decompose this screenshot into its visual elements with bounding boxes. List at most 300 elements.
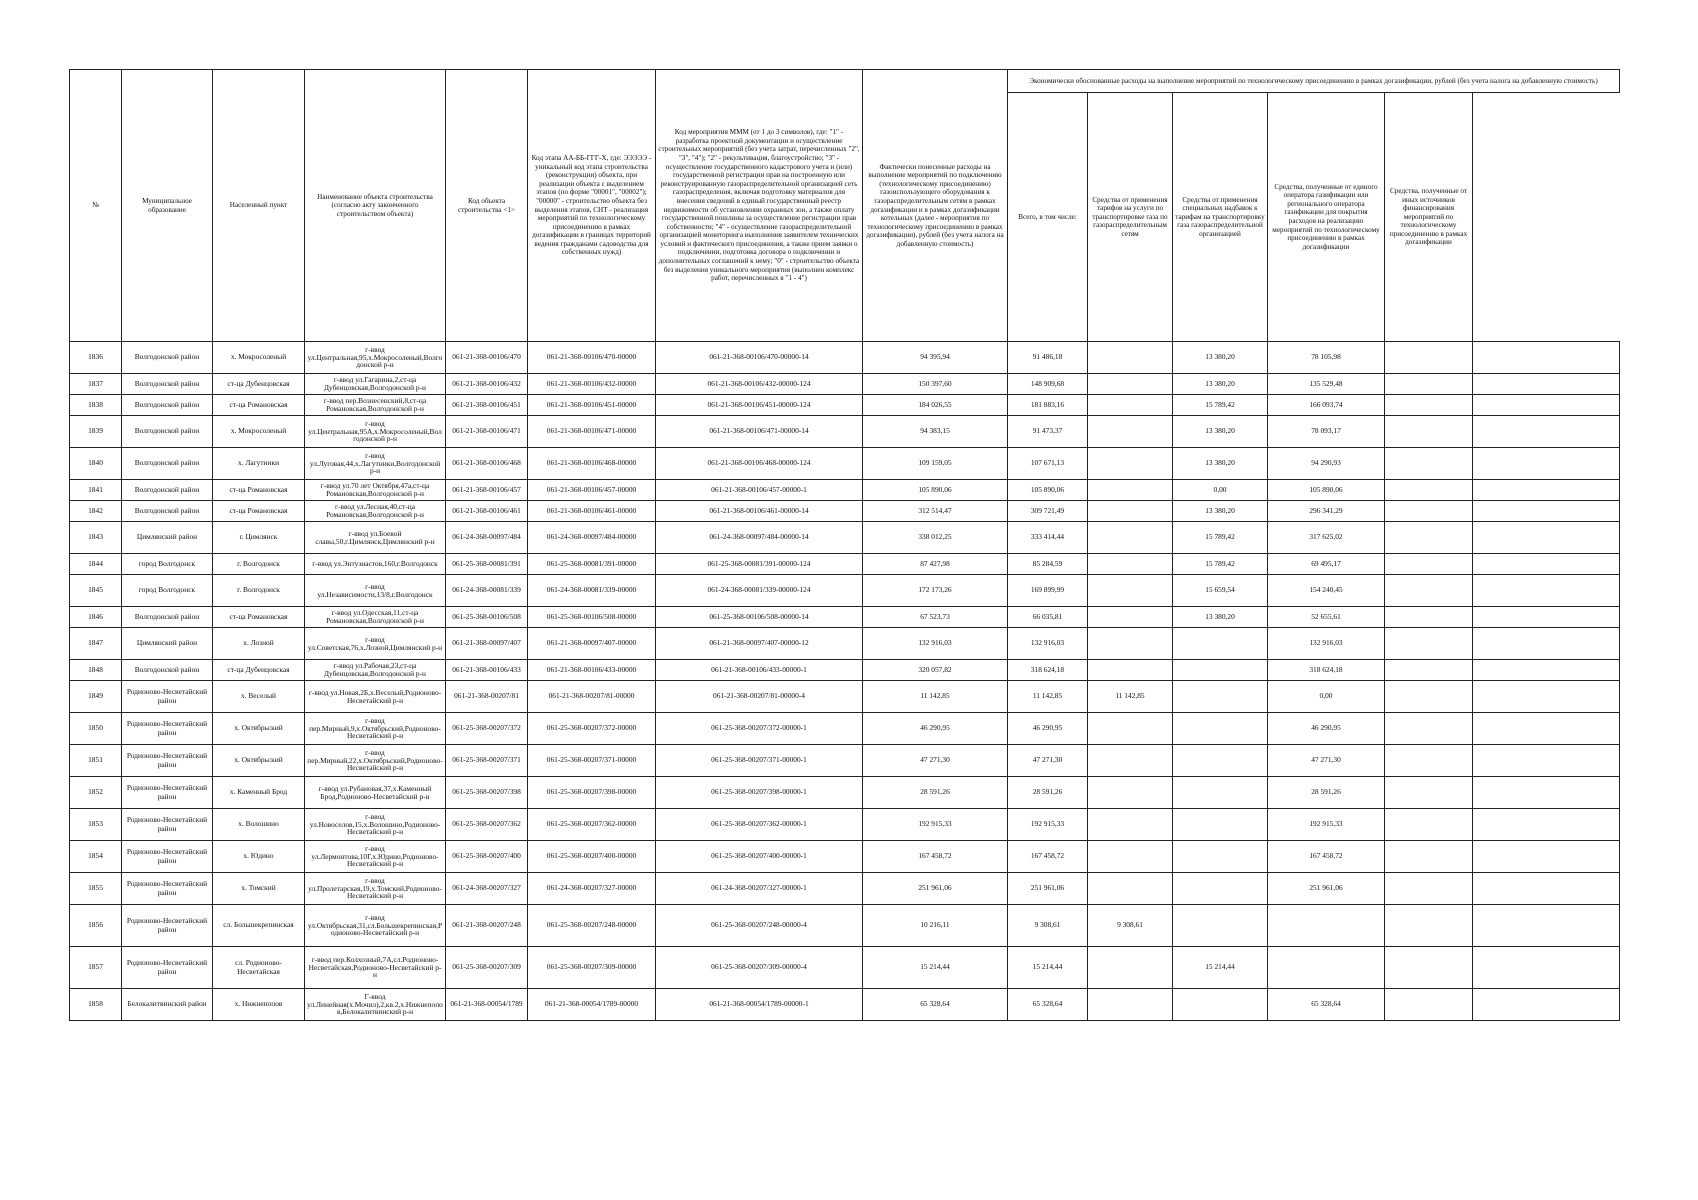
empty-cell [1473,989,1620,1021]
event-code-cell: 061-21-368-00106/451-00000-124 [656,395,863,416]
municipality-cell: город Волгодонск [122,554,213,575]
other-funds-cell [1385,342,1473,374]
table-row [70,342,1620,374]
object-code-cell: 061-25-368-00081/391 [446,554,528,575]
operator-funds-cell: 28 591,26 [1268,777,1385,809]
operator-funds-cell: 135 529,48 [1268,374,1385,395]
table-row [70,989,1620,1021]
total-cell: 309 721,49 [1008,501,1088,522]
row-num: 1854 [70,841,122,873]
tariff-funds-cell [1088,841,1173,873]
table-row [70,841,1620,873]
object-name-cell: г-ввод ул.Центральная,95А,х.Мокросоленый,Волгодонской р-н [305,416,446,448]
surcharge-funds-cell: 13 380,20 [1173,448,1268,480]
operator-funds-cell: 78 105,98 [1268,342,1385,374]
stage-code-cell: 061-21-368-00106/461-00000 [528,501,656,522]
object-code-cell: 061-21-368-00106/457 [446,480,528,501]
total-cell: 132 916,03 [1008,628,1088,660]
empty-cell [1473,713,1620,745]
settlement-cell: ст-ца Дубенцовская [213,374,305,395]
stage-code-cell: 061-25-368-00207/371-00000 [528,745,656,777]
object-name-cell: г-ввод ул.Рабочая,23,ст-ца Дубенцовская,Волгодонской р-н [305,660,446,681]
total-cell: 167 458,72 [1008,841,1088,873]
settlement-cell: ст-ца Романовская [213,395,305,416]
tariff-funds-cell [1088,809,1173,841]
stage-code-cell: 061-25-368-00106/508-00000 [528,607,656,628]
header-num: № [70,70,122,342]
surcharge-funds-cell: 15 789,42 [1173,395,1268,416]
settlement-cell: г. Цимлянск [213,522,305,554]
event-code-cell: 061-25-368-00106/508-00000-14 [656,607,863,628]
row-num: 1856 [70,905,122,947]
table-row [70,480,1620,501]
municipality-cell: Волгодонской район [122,416,213,448]
tariff-funds-cell [1088,448,1173,480]
row-num: 1841 [70,480,122,501]
tariff-funds-cell [1088,607,1173,628]
row-num: 1836 [70,342,122,374]
object-code-cell: 061-21-368-00097/407 [446,628,528,660]
event-code-cell: 061-21-368-00106/433-00000-1 [656,660,863,681]
surcharge-funds-cell: 15 789,42 [1173,522,1268,554]
operator-funds-cell: 132 916,03 [1268,628,1385,660]
row-num: 1842 [70,501,122,522]
municipality-cell: Родионово-Несветайский район [122,905,213,947]
table-row [70,809,1620,841]
municipality-cell: Родионово-Несветайский район [122,777,213,809]
total-cell: 47 271,30 [1008,745,1088,777]
surcharge-funds-cell [1173,905,1268,947]
stage-code-cell: 061-21-368-00054/1789-00000 [528,989,656,1021]
header-group-economic-costs: Экономически обоснованные расходы на выполнение мероприятий по технологическому присоединению в рамках догазификации, рублей (без учета налога на добавленную стоимость) [1008,70,1620,93]
total-cell: 11 142,85 [1008,681,1088,713]
actual-costs-cell: 312 514,47 [863,501,1008,522]
event-code-cell: 061-25-368-00207/248-00000-4 [656,905,863,947]
event-code-cell: 061-21-368-00106/432-00000-124 [656,374,863,395]
operator-funds-cell: 47 271,30 [1268,745,1385,777]
event-code-cell: 061-21-368-00097/407-00000-12 [656,628,863,660]
object-code-cell: 061-25-368-00207/362 [446,809,528,841]
municipality-cell: Родионово-Несветайский район [122,947,213,989]
tariff-funds-cell [1088,745,1173,777]
empty-cell [1473,607,1620,628]
settlement-cell: х. Томский [213,873,305,905]
row-num: 1857 [70,947,122,989]
header-operator-funds: Средства, полученные от единого оператора газификации или регионального оператора газификации для покрытия расходов на реализацию мероприятий по технологическому присоединению в рамках догазификации [1268,93,1385,342]
total-cell: 318 624,18 [1008,660,1088,681]
other-funds-cell [1385,745,1473,777]
total-cell: 192 915,33 [1008,809,1088,841]
surcharge-funds-cell [1173,841,1268,873]
object-code-cell: 061-25-368-00106/508 [446,607,528,628]
total-cell: 169 899,99 [1008,575,1088,607]
event-code-cell: 061-25-368-00207/400-00000-1 [656,841,863,873]
other-funds-cell [1385,841,1473,873]
municipality-cell: Родионово-Несветайский район [122,681,213,713]
empty-cell [1473,660,1620,681]
row-num: 1840 [70,448,122,480]
object-name-cell: Г-ввод ул.Линейная(х.Мочил),2,кв.2,х.Нижнепопов,Белокалитвинский р-н [305,989,446,1021]
empty-cell [1473,841,1620,873]
object-name-cell: г-ввод ул.Пролетарская,19,х.Томский,Родионово-Несветайский р-н [305,873,446,905]
object-name-cell: г-ввод ул.Новоселов,15,х.Волошино,Родионово-Несветайский р-н [305,809,446,841]
table-row [70,575,1620,607]
row-num: 1843 [70,522,122,554]
row-num: 1852 [70,777,122,809]
other-funds-cell [1385,628,1473,660]
empty-cell [1473,873,1620,905]
stage-code-cell: 061-25-368-00207/309-00000 [528,947,656,989]
object-code-cell: 061-21-368-00106/471 [446,416,528,448]
object-name-cell: г-ввод ул.Лермонтова,10Г,х.Юдино,Родионово-Несветайский р-н [305,841,446,873]
object-code-cell: 061-21-368-00207/248 [446,905,528,947]
actual-costs-cell: 251 961,06 [863,873,1008,905]
object-name-cell: г-ввод пер.Вознесенский,8,ст-ца Романовская,Волгодонской р-н [305,395,446,416]
stage-code-cell: 061-24-368-00207/327-00000 [528,873,656,905]
stage-code-cell: 061-25-368-00207/248-00000 [528,905,656,947]
empty-cell [1473,905,1620,947]
tariff-funds-cell [1088,777,1173,809]
empty-cell [1473,416,1620,448]
event-code-cell: 061-25-368-00207/309-00000-4 [656,947,863,989]
actual-costs-cell: 65 328,64 [863,989,1008,1021]
object-name-cell: г-ввод ул.Энтузиастов,160,г.Волгодонск [305,554,446,575]
object-code-cell: 061-21-368-00106/461 [446,501,528,522]
municipality-cell: Волгодонской район [122,480,213,501]
stage-code-cell: 061-25-368-00207/398-00000 [528,777,656,809]
object-name-cell: г-ввод ул.Рубановая,37,х.Каменный Брод,Родионово-Несветайский р-н [305,777,446,809]
surcharge-funds-cell: 15 659,54 [1173,575,1268,607]
event-code-cell: 061-24-368-00081/339-00000-124 [656,575,863,607]
operator-funds-cell: 317 625,02 [1268,522,1385,554]
operator-funds-cell: 105 890,06 [1268,480,1385,501]
tariff-funds-cell [1088,374,1173,395]
object-code-cell: 061-24-368-00081/339 [446,575,528,607]
table-row [70,522,1620,554]
stage-code-cell: 061-21-368-00106/451-00000 [528,395,656,416]
tariff-funds-cell [1088,575,1173,607]
municipality-cell: Волгодонской район [122,448,213,480]
empty-cell [1473,681,1620,713]
header-event-code: Код мероприятия ММM (от 1 до 3 символов), где: "1" - разработка проектной документации и осуществление строительных мероприятий (без учета затрат, перечисленных "2", "3", "4"); "2" - рекультивация, благоустройство; "3" - осуществление государственного кадастрового учета и (или) государственной регистрации прав на построенную или реконструированную газораспределительной организацией сеть газораспределения, включая подготовку материалов для внесения сведений в единый государственный реестр недвижимости об установлении охранных зон, а также оплату государственной пошлины за осуществление регистрации прав собственности; "4" - осуществление газораспределительной организацией мониторинга выполнения заявителем технических условий и фактического присоединения, а также прием заявки о подключении, подготовка договора о подключении и дополнительных соглашений к нему; "0" - строительство объекта без выделения уникального мероприятия (выполнен комплекс работ, перечисленных в "1 - 4") [656,70,863,342]
table-row [70,395,1620,416]
operator-funds-cell [1268,947,1385,989]
settlement-cell: г. Волгодонск [213,554,305,575]
object-name-cell: г-ввод пер.Колхозный,7А,сл.Родионово-Несветайская,Родионово-Несветайский р-н [305,947,446,989]
other-funds-cell [1385,713,1473,745]
table-row [70,607,1620,628]
total-cell: 107 671,13 [1008,448,1088,480]
stage-code-cell: 061-24-368-00097/484-00000 [528,522,656,554]
other-funds-cell [1385,575,1473,607]
actual-costs-cell: 10 216,11 [863,905,1008,947]
municipality-cell: Волгодонской район [122,660,213,681]
table-row [70,947,1620,989]
municipality-cell: Родионово-Несветайский район [122,713,213,745]
event-code-cell: 061-24-368-00207/327-00000-1 [656,873,863,905]
event-code-cell: 061-21-368-00106/461-00000-14 [656,501,863,522]
operator-funds-cell: 318 624,18 [1268,660,1385,681]
header-actual-costs: Фактически понесенные расходы на выполнение мероприятий по подключению (технологическому присоединению) газоиспользующего оборудования к газораспределительным сетям в рамках догазификации и в рамках догазификации котельных (далее - мероприятия по технологическому присоединению в рамках догазификации), рублей (без учета налога на добавленную стоимость) [863,70,1008,342]
row-num: 1848 [70,660,122,681]
other-funds-cell [1385,873,1473,905]
settlement-cell: х. Волошино [213,809,305,841]
header-stage-code: Код этапа АА-ББ-ГГГ-Х, где: ЭЭЭЭЭ - уникальный код этапа строительства (реконструкции) объекта, при реализации объекта с выделением этапов (по форме "00001", "00002"); "00000" - строительство объекта без выделения этапов, СНТ - реализация мероприятий по технологическому присоединению в рамках догазификации в границах территорий ведения гражданами садоводства для собственных нужд) [528,70,656,342]
object-code-cell: 061-25-368-00207/400 [446,841,528,873]
table-row [70,628,1620,660]
stage-code-cell: 061-21-368-00106/433-00000 [528,660,656,681]
table-row [70,905,1620,947]
table-row [70,713,1620,745]
operator-funds-cell: 0,00 [1268,681,1385,713]
settlement-cell: х. Мокросоленый [213,416,305,448]
row-num: 1838 [70,395,122,416]
event-code-cell: 061-21-368-00207/81-00000-4 [656,681,863,713]
operator-funds-cell: 167 458,72 [1268,841,1385,873]
object-name-cell: г-ввод ул.Новая,2Б,х.Веселый,Родионово-Несветайский р-н [305,681,446,713]
table-row [70,660,1620,681]
operator-funds-cell: 94 290,93 [1268,448,1385,480]
object-name-cell: г-ввод ул.Центральная,95,х.Мокросоленый,Волгодонской р-н [305,342,446,374]
municipality-cell: город Волгодонск [122,575,213,607]
header-settlement: Населенный пункт [213,70,305,342]
event-code-cell: 061-21-368-00106/457-00000-1 [656,480,863,501]
empty-cell [1473,501,1620,522]
settlement-cell: г. Волгодонск [213,575,305,607]
total-cell: 65 328,64 [1008,989,1088,1021]
actual-costs-cell: 28 591,26 [863,777,1008,809]
row-num: 1845 [70,575,122,607]
other-funds-cell [1385,681,1473,713]
total-cell: 28 591,26 [1008,777,1088,809]
event-code-cell: 061-21-368-00106/471-00000-14 [656,416,863,448]
other-funds-cell [1385,660,1473,681]
table-row [70,501,1620,522]
surcharge-funds-cell: 15 214,44 [1173,947,1268,989]
empty-cell [1473,628,1620,660]
municipality-cell: Родионово-Несветайский район [122,873,213,905]
row-num: 1847 [70,628,122,660]
row-num: 1837 [70,374,122,395]
settlement-cell: х. Октябрьский [213,713,305,745]
object-name-cell: г-ввод ул.70 лет Октября,47а,ст-ца Романовская,Волгодонской р-н [305,480,446,501]
actual-costs-cell: 15 214,44 [863,947,1008,989]
object-code-cell: 061-25-368-00207/398 [446,777,528,809]
surcharge-funds-cell: 13 380,20 [1173,342,1268,374]
tariff-funds-cell [1088,522,1173,554]
object-name-cell: г-ввод ул.Независимости,13/8,г.Волгодонск [305,575,446,607]
header-municipality: Муниципальное образование [122,70,213,342]
surcharge-funds-cell [1173,660,1268,681]
tariff-funds-cell [1088,660,1173,681]
other-funds-cell [1385,522,1473,554]
object-name-cell: г-ввод ул.Лесная,40,ст-ца Романовская,Волгодонской р-н [305,501,446,522]
surcharge-funds-cell [1173,873,1268,905]
total-cell: 148 909,68 [1008,374,1088,395]
tariff-funds-cell [1088,947,1173,989]
settlement-cell: х. Лозной [213,628,305,660]
operator-funds-cell: 192 915,33 [1268,809,1385,841]
other-funds-cell [1385,905,1473,947]
operator-funds-cell: 166 093,74 [1268,395,1385,416]
municipality-cell: Белокалитвинский район [122,989,213,1021]
table-row [70,777,1620,809]
empty-cell [1473,809,1620,841]
row-num: 1839 [70,416,122,448]
actual-costs-cell: 150 397,60 [863,374,1008,395]
stage-code-cell: 061-21-368-00106/468-00000 [528,448,656,480]
settlement-cell: ст-ца Романовская [213,607,305,628]
header-surcharge-funds: Средства от применения специальных надбавок к тарифам на транспортировку газа газораспределительной организацией [1173,93,1268,342]
operator-funds-cell: 154 240,45 [1268,575,1385,607]
stage-code-cell: 061-25-368-00081/391-00000 [528,554,656,575]
event-code-cell: 061-21-368-00054/1789-00000-1 [656,989,863,1021]
total-cell: 91 486,18 [1008,342,1088,374]
settlement-cell: х. Мокросоленый [213,342,305,374]
event-code-cell: 061-24-368-00097/484-00000-14 [656,522,863,554]
total-cell: 91 473,37 [1008,416,1088,448]
other-funds-cell [1385,374,1473,395]
object-name-cell: г-ввод ул.Октябрьская,31,сл.Большекрепинская,Родионово-Несветайский р-н [305,905,446,947]
other-funds-cell [1385,607,1473,628]
other-funds-cell [1385,501,1473,522]
municipality-cell: Волгодонской район [122,501,213,522]
object-name-cell: г-ввод пер.Мирный,22,х.Октябрьский,Родионово-Несветайский р-н [305,745,446,777]
tariff-funds-cell [1088,554,1173,575]
event-code-cell: 061-25-368-00081/391-00000-124 [656,554,863,575]
table-row [70,416,1620,448]
surcharge-funds-cell: 13 380,20 [1173,374,1268,395]
settlement-cell: х. Октябрьский [213,745,305,777]
municipality-cell: Родионово-Несветайский район [122,745,213,777]
actual-costs-cell: 184 026,55 [863,395,1008,416]
actual-costs-cell: 132 916,03 [863,628,1008,660]
other-funds-cell [1385,809,1473,841]
object-name-cell: г-ввод пер.Мирный,9,х.Октябрьский,Родионово-Несветайский р-н [305,713,446,745]
municipality-cell: Волгодонской район [122,374,213,395]
actual-costs-cell: 320 057,82 [863,660,1008,681]
empty-cell [1473,575,1620,607]
stage-code-cell: 061-21-368-00207/81-00000 [528,681,656,713]
actual-costs-cell: 67 523,73 [863,607,1008,628]
surcharge-funds-cell [1173,628,1268,660]
other-funds-cell [1385,554,1473,575]
tariff-funds-cell [1088,713,1173,745]
actual-costs-cell: 192 915,33 [863,809,1008,841]
object-name-cell: г-ввод ул.Луговая,44,х.Лагутники,Волгодонской р-н [305,448,446,480]
empty-cell [1473,777,1620,809]
tariff-funds-cell [1088,480,1173,501]
row-num: 1849 [70,681,122,713]
stage-code-cell: 061-21-368-00097/407-00000 [528,628,656,660]
actual-costs-cell: 109 159,05 [863,448,1008,480]
object-code-cell: 061-24-368-00097/484 [446,522,528,554]
municipality-cell: Волгодонской район [122,395,213,416]
stage-code-cell: 061-21-368-00106/470-00000 [528,342,656,374]
row-num: 1858 [70,989,122,1021]
municipality-cell: Цимлянский район [122,628,213,660]
actual-costs-cell: 167 458,72 [863,841,1008,873]
operator-funds-cell: 251 961,06 [1268,873,1385,905]
other-funds-cell [1385,480,1473,501]
event-code-cell: 061-21-368-00106/468-00000-124 [656,448,863,480]
object-code-cell: 061-24-368-00207/327 [446,873,528,905]
actual-costs-cell: 47 271,30 [863,745,1008,777]
surcharge-funds-cell: 13 380,20 [1173,501,1268,522]
total-cell: 181 883,16 [1008,395,1088,416]
table-row [70,745,1620,777]
municipality-cell: Волгодонской район [122,607,213,628]
object-name-cell: г-ввод ул.Гагарина,2,ст-ца Дубенцовская,Волгодонской р-н [305,374,446,395]
table-row [70,554,1620,575]
actual-costs-cell: 11 142,85 [863,681,1008,713]
settlement-cell: х. Лагутники [213,448,305,480]
other-funds-cell [1385,416,1473,448]
municipality-cell: Родионово-Несветайский район [122,841,213,873]
table-header [70,70,1620,342]
stage-code-cell: 061-21-368-00106/432-00000 [528,374,656,395]
empty-cell [1473,374,1620,395]
event-code-cell: 061-25-368-00207/398-00000-1 [656,777,863,809]
table-row [70,873,1620,905]
header-other-funds: Средства, полученные от иных источников финансирования мероприятий по технологическому присоединению в рамках догазификации [1385,93,1473,342]
surcharge-funds-cell [1173,745,1268,777]
surcharge-funds-cell [1173,777,1268,809]
actual-costs-cell: 94 383,15 [863,416,1008,448]
empty-cell [1473,480,1620,501]
other-funds-cell [1385,448,1473,480]
object-name-cell: г-ввод ул.Одесская,11,ст-ца Романовская,Волгодонской р-н [305,607,446,628]
settlement-cell: х. Каменный Брод [213,777,305,809]
tariff-funds-cell: 11 142,85 [1088,681,1173,713]
total-cell: 251 961,06 [1008,873,1088,905]
object-code-cell: 061-21-368-00207/81 [446,681,528,713]
settlement-cell: ст-ца Дубенцовская [213,660,305,681]
table-row [70,681,1620,713]
stage-code-cell: 061-21-368-00106/471-00000 [528,416,656,448]
tariff-funds-cell [1088,342,1173,374]
row-num: 1851 [70,745,122,777]
municipality-cell: Цимлянский район [122,522,213,554]
table-body [70,342,1620,1021]
operator-funds-cell: 296 341,29 [1268,501,1385,522]
surcharge-funds-cell: 13 380,20 [1173,607,1268,628]
surcharge-funds-cell: 13 380,20 [1173,416,1268,448]
empty-cell [1473,745,1620,777]
header-object-code: Код объекта строительства <1> [446,70,528,342]
municipality-cell: Родионово-Несветайский район [122,809,213,841]
row-num: 1855 [70,873,122,905]
actual-costs-cell: 338 012,25 [863,522,1008,554]
row-num: 1850 [70,713,122,745]
operator-funds-cell: 69 495,17 [1268,554,1385,575]
other-funds-cell [1385,989,1473,1021]
other-funds-cell [1385,947,1473,989]
total-cell: 105 890,06 [1008,480,1088,501]
event-code-cell: 061-25-368-00207/371-00000-1 [656,745,863,777]
object-name-cell: г-ввод ул.Советская,76,х.Лозной,Цимлянский р-н [305,628,446,660]
data-table [69,69,1620,1021]
actual-costs-cell: 105 890,06 [863,480,1008,501]
tariff-funds-cell [1088,989,1173,1021]
total-cell: 66 035,81 [1008,607,1088,628]
settlement-cell: х. Нижнепопов [213,989,305,1021]
settlement-cell: х. Юдино [213,841,305,873]
stage-code-cell: 061-24-368-00081/339-00000 [528,575,656,607]
event-code-cell: 061-25-368-00207/372-00000-1 [656,713,863,745]
table-row [70,448,1620,480]
empty-cell [1473,947,1620,989]
